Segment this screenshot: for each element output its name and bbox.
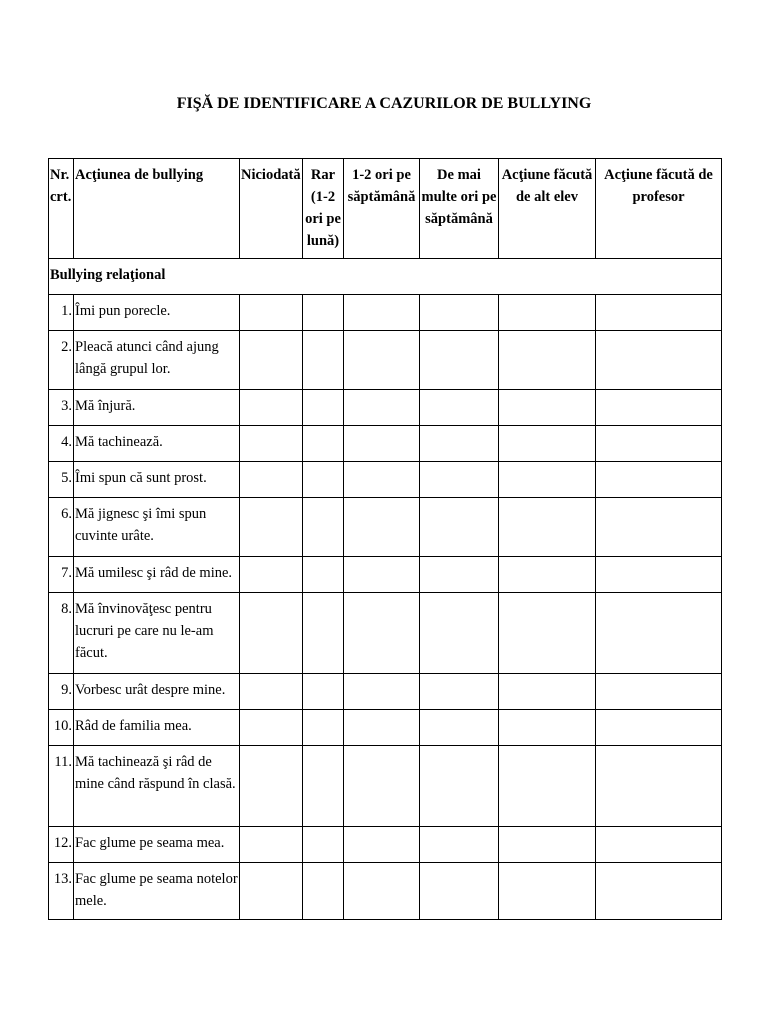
cell-never[interactable] [240, 462, 303, 498]
cell-several-weekly[interactable] [420, 827, 499, 863]
cell-several-weekly[interactable] [420, 557, 499, 593]
cell-weekly[interactable] [344, 557, 420, 593]
cell-by-student[interactable] [499, 426, 596, 462]
cell-by-student[interactable] [499, 674, 596, 710]
table-row [49, 710, 722, 746]
header-nr: Nr. crt. [49, 159, 74, 259]
row-action: Mă înjură. [74, 390, 240, 426]
cell-several-weekly[interactable] [420, 390, 499, 426]
cell-rarely[interactable] [303, 827, 344, 863]
row-action: Râd de familia mea. [74, 710, 240, 746]
cell-never[interactable] [240, 295, 303, 331]
row-number: 6. [49, 498, 74, 557]
cell-weekly[interactable] [344, 498, 420, 557]
section-row [49, 259, 722, 295]
table-header-row [49, 159, 722, 259]
cell-never[interactable] [240, 390, 303, 426]
table-row [49, 827, 722, 863]
cell-weekly[interactable] [344, 863, 420, 920]
cell-by-teacher[interactable] [596, 295, 722, 331]
cell-never[interactable] [240, 674, 303, 710]
cell-by-teacher[interactable] [596, 827, 722, 863]
cell-weekly[interactable] [344, 462, 420, 498]
row-action: Îmi pun porecle. [74, 295, 240, 331]
table-row [49, 331, 722, 390]
cell-by-teacher[interactable] [596, 710, 722, 746]
cell-rarely[interactable] [303, 674, 344, 710]
cell-weekly[interactable] [344, 827, 420, 863]
row-action: Mă tachinează. [74, 426, 240, 462]
cell-weekly[interactable] [344, 593, 420, 674]
cell-several-weekly[interactable] [420, 863, 499, 920]
cell-by-student[interactable] [499, 746, 596, 827]
cell-weekly[interactable] [344, 710, 420, 746]
cell-by-student[interactable] [499, 462, 596, 498]
cell-by-teacher[interactable] [596, 462, 722, 498]
row-action: Fac glume pe seama notelor mele. [74, 863, 240, 920]
cell-several-weekly[interactable] [420, 462, 499, 498]
cell-rarely[interactable] [303, 295, 344, 331]
row-number: 5. [49, 462, 74, 498]
table-row [49, 295, 722, 331]
cell-weekly[interactable] [344, 746, 420, 827]
row-action: Fac glume pe seama mea. [74, 827, 240, 863]
table-row [49, 674, 722, 710]
cell-by-student[interactable] [499, 498, 596, 557]
cell-never[interactable] [240, 746, 303, 827]
cell-by-student[interactable] [499, 331, 596, 390]
table-row [49, 593, 722, 674]
header-rarely: Rar (1-2 ori pe lună) [303, 159, 344, 259]
row-number: 13. [49, 863, 74, 920]
cell-several-weekly[interactable] [420, 674, 499, 710]
row-action: Mă tachinează şi râd de mine când răspund în clasă. [74, 746, 240, 827]
cell-never[interactable] [240, 331, 303, 390]
cell-several-weekly[interactable] [420, 426, 499, 462]
cell-several-weekly[interactable] [420, 331, 499, 390]
cell-by-teacher[interactable] [596, 746, 722, 827]
row-action: Mă învinovăţesc pentru lucruri pe care nu le-am făcut. [74, 593, 240, 674]
cell-rarely[interactable] [303, 498, 344, 557]
table-row [49, 746, 722, 827]
cell-by-teacher[interactable] [596, 674, 722, 710]
row-number: 8. [49, 593, 74, 674]
cell-several-weekly[interactable] [420, 593, 499, 674]
cell-by-student[interactable] [499, 593, 596, 674]
row-number: 7. [49, 557, 74, 593]
cell-never[interactable] [240, 827, 303, 863]
table-row [49, 462, 722, 498]
table-row [49, 863, 722, 920]
header-by-teacher: Acţiune făcută de profesor [596, 159, 722, 259]
cell-rarely[interactable] [303, 426, 344, 462]
cell-several-weekly[interactable] [420, 710, 499, 746]
cell-never[interactable] [240, 426, 303, 462]
cell-several-weekly[interactable] [420, 746, 499, 827]
cell-weekly[interactable] [344, 426, 420, 462]
table-row [49, 557, 722, 593]
header-weekly: 1-2 ori pe săptămână [344, 159, 420, 259]
bullying-identification-table [48, 158, 722, 920]
row-action: Mă jignesc şi îmi spun cuvinte urâte. [74, 498, 240, 557]
cell-by-teacher[interactable] [596, 593, 722, 674]
table-row [49, 498, 722, 557]
cell-by-teacher[interactable] [596, 331, 722, 390]
cell-by-teacher[interactable] [596, 390, 722, 426]
cell-several-weekly[interactable] [420, 295, 499, 331]
row-number: 9. [49, 674, 74, 710]
row-number: 12. [49, 827, 74, 863]
cell-by-teacher[interactable] [596, 557, 722, 593]
cell-never[interactable] [240, 863, 303, 920]
row-action: Mă umilesc şi râd de mine. [74, 557, 240, 593]
table-row [49, 390, 722, 426]
cell-never[interactable] [240, 498, 303, 557]
cell-rarely[interactable] [303, 462, 344, 498]
cell-by-student[interactable] [499, 390, 596, 426]
row-number: 2. [49, 331, 74, 390]
cell-by-student[interactable] [499, 557, 596, 593]
row-number: 3. [49, 390, 74, 426]
cell-by-student[interactable] [499, 827, 596, 863]
cell-by-teacher[interactable] [596, 863, 722, 920]
page-title: FIŞĂ DE IDENTIFICARE A CAZURILOR DE BULLYING [176, 95, 592, 112]
row-action: Pleacă atunci când ajung lângă grupul lor. [74, 331, 240, 390]
header-several-weekly: De mai multe ori pe săptămână [420, 159, 499, 259]
cell-rarely[interactable] [303, 593, 344, 674]
row-action: Vorbesc urât despre mine. [74, 674, 240, 710]
cell-weekly[interactable] [344, 390, 420, 426]
row-number: 11. [49, 746, 74, 827]
table-row [49, 426, 722, 462]
cell-rarely[interactable] [303, 390, 344, 426]
row-number: 10. [49, 710, 74, 746]
cell-rarely[interactable] [303, 863, 344, 920]
cell-weekly[interactable] [344, 295, 420, 331]
row-number: 1. [49, 295, 74, 331]
header-by-student: Acţiune făcută de alt elev [499, 159, 596, 259]
cell-by-student[interactable] [499, 295, 596, 331]
cell-never[interactable] [240, 710, 303, 746]
cell-rarely[interactable] [303, 557, 344, 593]
row-number: 4. [49, 426, 74, 462]
cell-rarely[interactable] [303, 746, 344, 827]
cell-weekly[interactable] [344, 674, 420, 710]
section-title: Bullying relaţional [49, 259, 722, 295]
cell-never[interactable] [240, 593, 303, 674]
cell-by-student[interactable] [499, 863, 596, 920]
header-never: Niciodată [240, 159, 303, 259]
cell-by-student[interactable] [499, 710, 596, 746]
cell-by-teacher[interactable] [596, 426, 722, 462]
cell-several-weekly[interactable] [420, 498, 499, 557]
cell-rarely[interactable] [303, 331, 344, 390]
cell-never[interactable] [240, 557, 303, 593]
header-action: Acţiunea de bullying [74, 159, 240, 259]
cell-weekly[interactable] [344, 331, 420, 390]
row-action: Îmi spun că sunt prost. [74, 462, 240, 498]
cell-by-teacher[interactable] [596, 498, 722, 557]
cell-rarely[interactable] [303, 710, 344, 746]
